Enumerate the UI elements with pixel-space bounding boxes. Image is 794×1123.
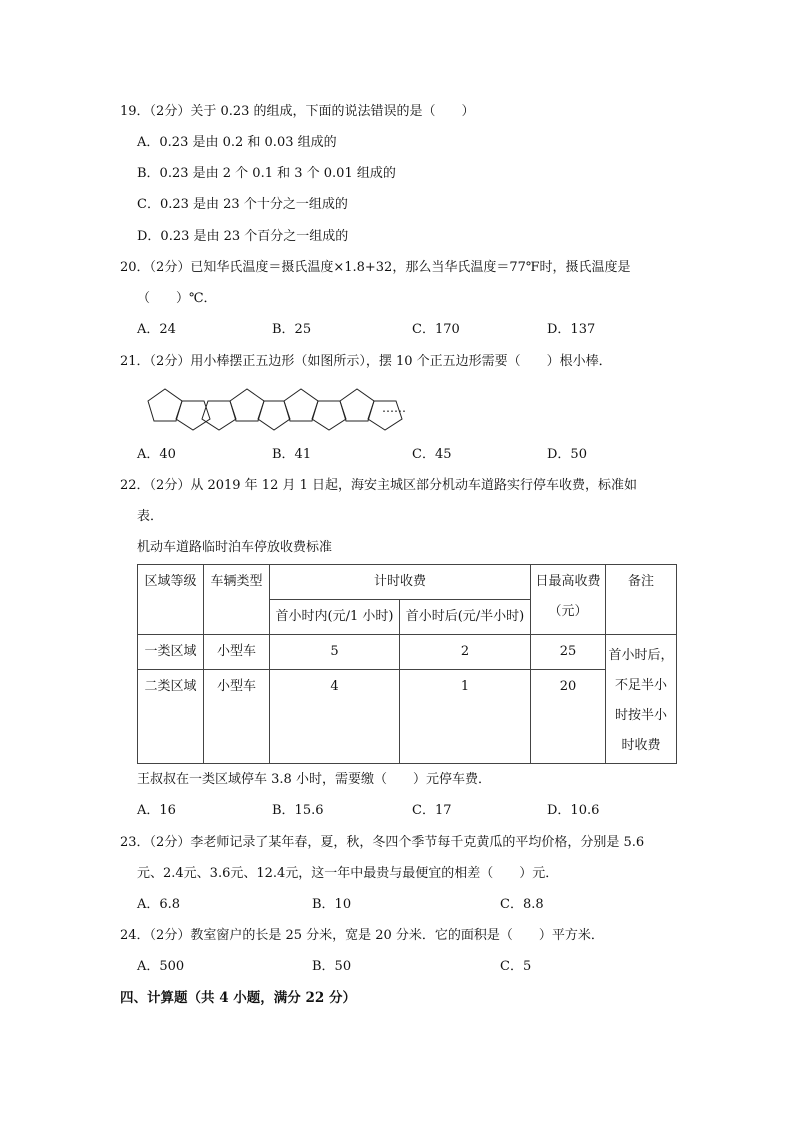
row1-after-first-hour: 2	[400, 635, 531, 670]
note-line-1: 首小时后，	[608, 648, 674, 663]
q20-option-d: D．137	[547, 322, 596, 337]
q22-stem-line1: 22．（2分）从 2019 年 12 月 1 日起，海安主城区部分机动车道路实行停车收费，标准如	[120, 478, 638, 493]
q22-stem-line2: 表．	[137, 509, 164, 524]
row2-vehicle: 小型车	[204, 670, 270, 764]
q22-option-c: C．17	[412, 803, 452, 818]
pentagon-chain-svg	[145, 385, 415, 435]
q24-option-a: A．500	[137, 959, 185, 974]
q19-stem: 19．（2分）关于 0.23 的组成，下面的说法错误的是（ ）	[120, 104, 475, 119]
q19-option-c: C．0.23 是由 23 个十分之一组成的	[137, 197, 348, 212]
q21-option-c: C．45	[412, 447, 452, 462]
header-first-hour: 首小时内(元/1 小时)	[270, 600, 400, 635]
q23-option-c: C．8.8	[500, 897, 544, 912]
row2-first-hour: 4	[270, 670, 400, 764]
row1-first-hour: 5	[270, 635, 400, 670]
row2-zone: 二类区域	[138, 670, 204, 764]
q23-stem-line1: 23．（2分）李老师记录了某年春，夏，秋，冬四个季节每千克黄瓜的平均价格，分别是 5.6	[120, 835, 645, 850]
header-daily-max-unit: （元）	[548, 604, 588, 619]
q20-stem-line1: 20．（2分）已知华氏温度＝摄氏温度×1.8+32，那么当华氏温度＝77℉时，摄氏温度是	[120, 260, 631, 275]
q23-option-a: A．6.8	[137, 897, 181, 912]
q24-option-b: B．50	[312, 959, 352, 974]
header-zone: 区域等级	[138, 565, 204, 635]
q22-question: 王叔叔在一类区域停车 3.8 小时，需要缴（ ）元停车费．	[137, 772, 491, 787]
parking-fee-table	[137, 564, 677, 764]
q21-stem: 21．（2分）用小棒摆正五边形（如图所示），摆 10 个正五边形需要（ ）根小棒．	[120, 354, 612, 369]
q22-option-d: D．10.6	[547, 803, 600, 818]
q21-ellipsis: ……	[382, 401, 406, 415]
q19-option-b: B．0.23 是由 2 个 0.1 和 3 个 0.01 组成的	[137, 166, 396, 181]
header-vehicle: 车辆类型	[204, 565, 270, 635]
table-row	[138, 635, 677, 670]
note-line-4: 时收费	[621, 738, 661, 753]
note-line-3: 时按半小	[615, 708, 668, 723]
header-daily-max-label: 日最高收费	[535, 574, 601, 589]
pentagon-chain-figure	[145, 385, 415, 435]
q21-option-a: A．40	[137, 447, 176, 462]
q20-stem-line2: （ ）℃．	[137, 291, 217, 306]
q22-option-a: A．16	[137, 803, 176, 818]
q24-option-c: C．5	[500, 959, 532, 974]
table-header-row-1	[138, 565, 677, 600]
q20-option-b: B．25	[272, 322, 312, 337]
q24-stem: 24．（2分）教室窗户的长是 25 分米，宽是 20 分米．它的面积是（ ）平方米．	[120, 928, 604, 943]
table-row	[138, 670, 677, 764]
header-after-first-hour: 首小时后(元/半小时)	[400, 600, 531, 635]
q23-option-b: B．10	[312, 897, 352, 912]
q20-option-c: C．170	[412, 322, 460, 337]
q19-option-a: A．0.23 是由 0.2 和 0.03 组成的	[137, 135, 337, 150]
row2-daily-max: 20	[531, 670, 606, 764]
row2-after-first-hour: 1	[400, 670, 531, 764]
header-timed: 计时收费	[270, 565, 531, 600]
header-note: 备注	[606, 565, 677, 635]
row1-daily-max: 25	[531, 635, 606, 670]
q23-stem-line2: 元、2.4元、3.6元、12.4元，这一年中最贵与最便宜的相差（ ）元．	[137, 866, 559, 881]
q20-option-a: A．24	[137, 322, 176, 337]
note-line-2: 不足半小	[615, 678, 668, 693]
row1-vehicle: 小型车	[204, 635, 270, 670]
header-daily-max	[531, 565, 606, 635]
q21-option-d: D．50	[547, 447, 587, 462]
pentagon-6	[258, 401, 290, 430]
q22-option-b: B．15.6	[272, 803, 324, 818]
q21-option-b: B．41	[272, 447, 312, 462]
section-4-title: 四、计算题（共 4 小题，满分 22 分）	[120, 990, 356, 1006]
q22-table-title: 机动车道路临时泊车停放收费标准	[137, 540, 333, 555]
note-cell	[606, 635, 677, 764]
q19-option-d: D．0.23 是由 23 个百分之一组成的	[137, 229, 349, 244]
row1-zone: 一类区域	[138, 635, 204, 670]
